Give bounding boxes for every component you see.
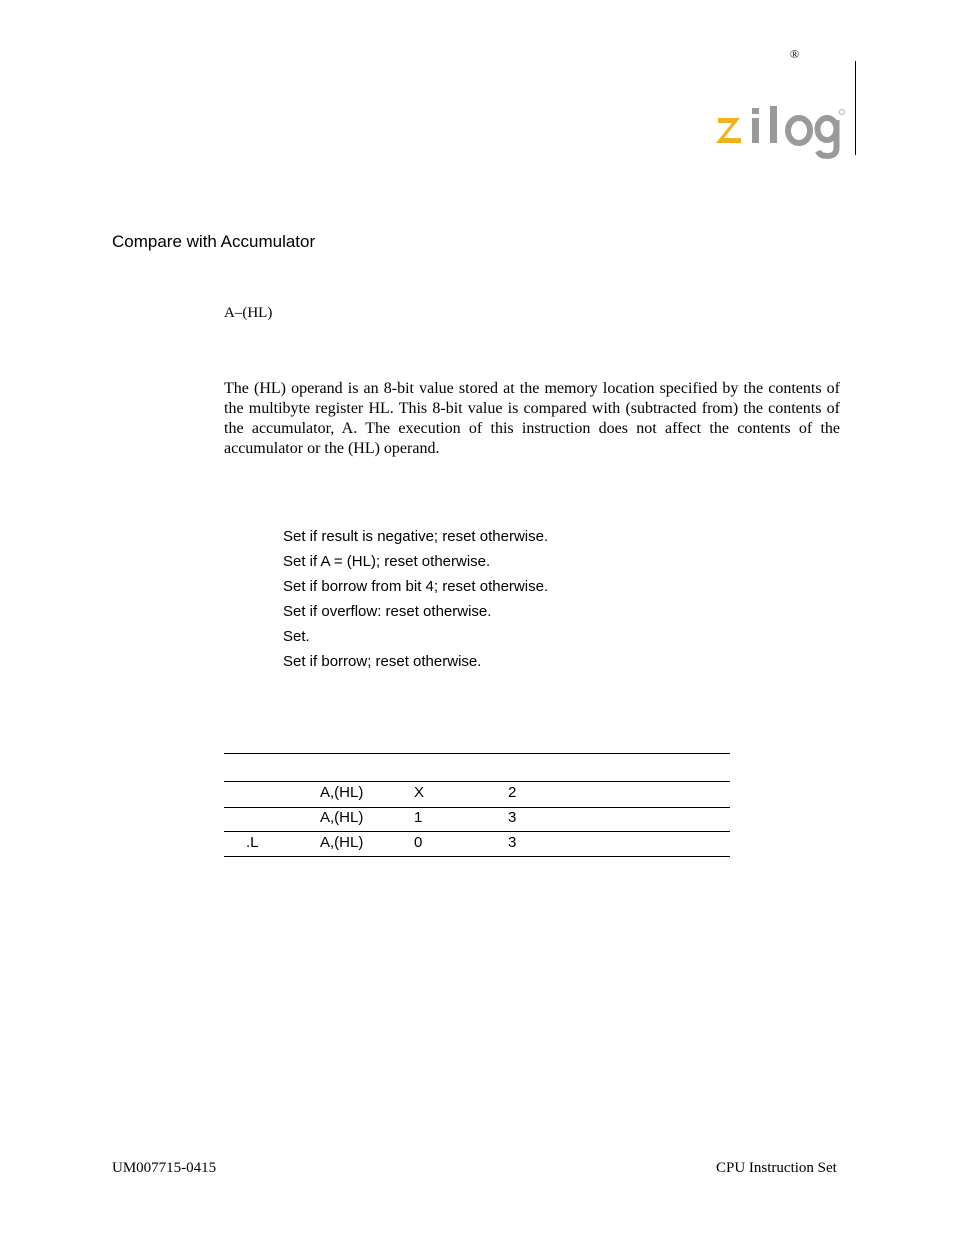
- zilog-logo: [714, 104, 848, 160]
- instruction-table: [224, 753, 730, 857]
- condition-bit-s: Set if result is negative; reset otherwise.: [283, 528, 549, 545]
- condition-bit-pv: Set if overflow: reset otherwise.: [283, 603, 492, 620]
- table-top-rule: [224, 753, 730, 754]
- table-cell-adl: 1: [414, 809, 423, 826]
- table-cell-cycles: 3: [508, 834, 517, 851]
- condition-bit-h: Set if borrow from bit 4; reset otherwise.: [283, 578, 549, 595]
- table-row-rule: [224, 831, 730, 832]
- header-divider: [855, 61, 856, 155]
- table-cell-cycles: 2: [508, 784, 517, 801]
- table-cell-operand: A,(HL): [320, 809, 364, 826]
- operation-expression: A–(HL): [224, 305, 273, 321]
- footer-section-title: CPU Instruction Set: [716, 1160, 837, 1176]
- table-cell-adl: X: [414, 784, 425, 801]
- registered-trademark-mark: ®: [790, 47, 800, 61]
- table-cell-operand: A,(HL): [320, 834, 364, 851]
- table-cell-operand: A,(HL): [320, 784, 364, 801]
- condition-bit-c: Set if borrow; reset otherwise.: [283, 653, 482, 670]
- table-cell-suffix: .L: [246, 834, 259, 851]
- table-cell-cycles: 3: [508, 809, 517, 826]
- table-cell-adl: 0: [414, 834, 423, 851]
- description-paragraph: The (HL) operand is an 8-bit value stored at the memory location specified by the contents of the multibyte register HL. This 8-bit value is compared with (subtracted from) the contents of the accumulator, A. The execution of this instruction does not affect the contents of the accumulator or the (HL) operand.: [224, 380, 840, 457]
- table-header-rule: [224, 781, 730, 782]
- section-heading: Compare with Accumulator: [112, 232, 316, 251]
- footer-document-id: UM007715-0415: [112, 1160, 217, 1176]
- table-bottom-rule: [224, 856, 730, 857]
- table-row-rule: [224, 807, 730, 808]
- condition-bit-n: Set.: [283, 628, 310, 645]
- condition-bit-z: Set if A = (HL); reset otherwise.: [283, 553, 491, 570]
